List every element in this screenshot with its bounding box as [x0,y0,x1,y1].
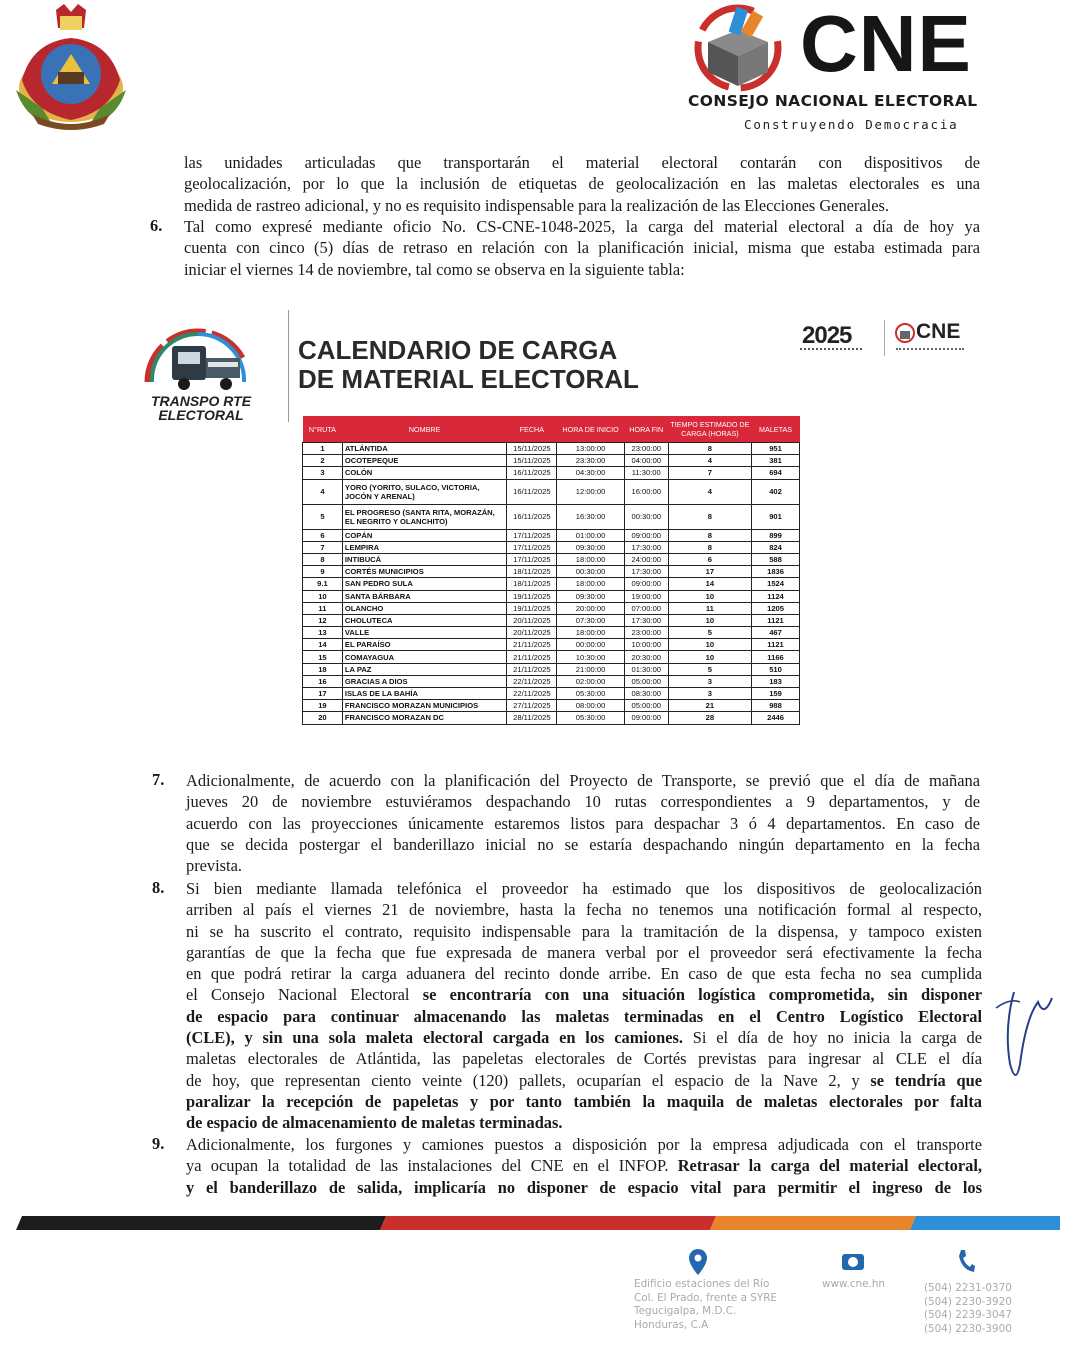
table-row [303,553,800,565]
table-cell: FRANCISCO MORAZAN DC [342,712,507,724]
table-cell: 18:00:00 [557,553,625,565]
table-cell: INTIBUCÁ [342,553,507,565]
table-cell: 20:30:00 [624,651,668,663]
table-cell: 3 [303,467,343,479]
table-cell: GRACIAS A DIOS [342,675,507,687]
logo-line: TRANSPO RTE [150,393,252,409]
table-cell: 3 [668,675,751,687]
table-cell: 09:00:00 [624,578,668,590]
footer-website[interactable]: www.cne.hn [822,1278,886,1290]
table-cell: 9.1 [303,578,343,590]
table-cell: 20:00:00 [557,602,625,614]
table-cell: 2446 [752,712,800,724]
table-cell: 7 [668,467,751,479]
table-cell: 15/11/2025 [507,455,557,467]
text-line: las unidades articuladas que transportarán el material electoral contarán con dispositivos de [184,153,980,172]
table-cell: 7 [303,541,343,553]
table-cell: 09:00:00 [624,712,668,724]
badge-divider [884,320,885,356]
phone-line: (504) 2230-3900 [924,1322,1012,1335]
table-cell: 00:30:00 [624,504,668,529]
table-cell: 16/11/2025 [507,467,557,479]
footer-phones [924,1282,1012,1336]
table-cell: 27/11/2025 [507,700,557,712]
text-run-bold: se tendría que [870,1070,982,1090]
table-cell: ATLÁNTIDA [342,443,507,455]
table-cell: 17 [303,688,343,700]
table-cell: 8 [668,504,751,529]
table-cell: 19/11/2025 [507,602,557,614]
table-cell: 22/11/2025 [507,688,557,700]
table-cell: 1124 [752,590,800,602]
stripe-segment [910,1216,1060,1230]
table-cell: 16 [303,675,343,687]
text-run: ya ocupan la totalidad de las instalaciones del CNE en el INFOP. [186,1156,678,1176]
table-cell: VALLE [342,627,507,639]
item-number: 9. [152,1134,165,1153]
text-line: Tal como expresé mediante oficio No. CS-CNE-1048-2025, la carga del material electoral a día de hoy ya [184,217,980,236]
table-cell: 11 [303,602,343,614]
phone-line: (504) 2230-3920 [924,1295,1012,1308]
cne-tagline: Construyendo Democracia [744,117,959,132]
table-cell: 17/11/2025 [507,553,557,565]
text-line [186,1091,982,1112]
title-line: CALENDARIO DE CARGA [298,335,618,365]
table-row [303,578,800,590]
text-line: maletas electorales de Atlántida, las papeletas electorales de Cortés previstas para ingresar al CLE el día [186,1049,982,1069]
cne-wordmark: CNE [800,0,972,88]
table-cell: OCOTEPEQUE [342,455,507,467]
table-cell: LEMPIRA [342,541,507,553]
table-cell: 402 [752,479,800,504]
table-cell: 824 [752,541,800,553]
table-cell: 17 [668,566,751,578]
phone-icon [956,1248,976,1274]
table-cell: 08:30:00 [624,688,668,700]
col-header: NOMBRE [342,416,507,443]
stripe-segment [380,1216,716,1230]
table-cell: 14 [668,578,751,590]
col-header: N°RUTA [303,416,343,443]
table-cell: CHOLUTECA [342,614,507,626]
table-cell: 901 [752,504,800,529]
elecciones-2025-badge [796,322,876,358]
badge-year: 2025 [802,322,852,349]
table-cell: 05:30:00 [557,712,625,724]
item-number: 8. [152,878,165,897]
table-cell: YORO (YORITO, SULACO, VICTORIA, JOCÓN Y ARENAL) [342,479,507,504]
text-line: Si bien mediante llamada telefónica el proveedor ha estimado que los dispositivos de geolocalización [186,879,982,898]
text-line [186,1112,982,1133]
paragraph-8 [186,878,982,1134]
table-cell: 183 [752,675,800,687]
address-line: Honduras, C.A [634,1318,709,1331]
table-row [303,688,800,700]
table-row [303,529,800,541]
table-row [303,651,800,663]
table-cell: 20/11/2025 [507,614,557,626]
paragraph-7 [186,770,980,876]
table-cell: COLÓN [342,467,507,479]
table-cell: 17/11/2025 [507,541,557,553]
table-row [303,639,800,651]
table-row [303,590,800,602]
table-cell: OLANCHO [342,602,507,614]
table-cell: 16/11/2025 [507,504,557,529]
text-line: en que podrá retirar la carga aduanera del recinto donde arribe. En caso de que esta fecha no sea cumplida [186,964,982,984]
table-cell: 19/11/2025 [507,590,557,602]
table-cell: 21/11/2025 [507,639,557,651]
table-cell: 8 [668,529,751,541]
table-cell: EL PARAÍSO [342,639,507,651]
table-cell: 5 [303,504,343,529]
table-cell: 1166 [752,651,800,663]
table-cell: 22/11/2025 [507,675,557,687]
text-line [186,1027,982,1048]
stripe-segment [710,1216,916,1230]
paragraph-9 [186,1134,982,1198]
table-cell: EL PROGRESO (SANTA RITA, MORAZÁN, EL NEGRITO Y OLANCHITO) [342,504,507,529]
table-cell: 899 [752,529,800,541]
text-line: prevista. [186,856,242,876]
text-run-bold: paralizar la recepción de papeletas y por tanto también la maquila de maletas electorales por falta [186,1091,982,1111]
table-cell: 13 [303,627,343,639]
table-cell: 2 [303,455,343,467]
divider [288,310,289,422]
table-row [303,663,800,675]
table-cell: 12 [303,614,343,626]
paragraph-6 [184,216,980,280]
table-cell: 13:00:00 [557,443,625,455]
badge-cne: CNE [916,320,961,343]
handwritten-signature [990,978,1060,1088]
table-cell: 17/11/2025 [507,529,557,541]
table-cell: 23:00:00 [624,443,668,455]
table-row [303,700,800,712]
text-line: geolocalización, por lo que la inclusión de etiquetas de geolocalización en las maletas electorales es una [184,174,980,194]
text-run: Si el día de hoy no inicia la carga de [682,1028,982,1048]
table-cell: 21/11/2025 [507,651,557,663]
logo-line: ELECTORAL [158,407,244,423]
table-cell: 6 [668,553,751,565]
table-cell: 18:00:00 [557,627,625,639]
col-header: MALETAS [752,416,800,443]
table-row [303,455,800,467]
table-cell: 8 [303,553,343,565]
footer-address [634,1278,777,1332]
table-cell: 951 [752,443,800,455]
table-cell: 21 [668,700,751,712]
table-cell: 988 [752,700,800,712]
truck-icon [138,312,258,402]
item-number: 7. [152,770,165,789]
table-cell: 11:30:00 [624,467,668,479]
table-cell: 16:30:00 [557,504,625,529]
table-cell: 18:00:00 [557,578,625,590]
ballot-box-icon [690,2,790,96]
paragraph-intro [184,152,980,216]
table-cell: 1836 [752,566,800,578]
table-header-row [303,416,800,443]
table-cell: 10 [303,590,343,602]
table-cell: 28/11/2025 [507,712,557,724]
table-cell: 01:30:00 [624,663,668,675]
table-cell: 14 [303,639,343,651]
table-cell: 9 [303,566,343,578]
table-cell: 18/11/2025 [507,566,557,578]
text-run-bold: se encontraría con una situación logística comprometida, sin disponer [422,985,982,1005]
table-cell: CORTÉS MUNICIPIOS [342,566,507,578]
loading-schedule-table [302,416,800,725]
table-cell: 8 [668,443,751,455]
text-run-bold: y el banderillazo de salida, implicaría no disponer de espacio vital para permitir el ingreso de los [186,1177,982,1197]
text-line [186,1155,982,1176]
table-cell: 20/11/2025 [507,627,557,639]
text-run-bold: (CLE), y sin una sola maleta electoral cargada en los camiones. [186,1028,683,1048]
figure-title [298,336,639,394]
table-row [303,541,800,553]
table-row [303,712,800,724]
table-row [303,467,800,479]
table-cell: 23:00:00 [624,627,668,639]
table-cell: 18/11/2025 [507,578,557,590]
table-cell: 4 [303,479,343,504]
table-cell: 21:00:00 [557,663,625,675]
table-cell: SAN PEDRO SULA [342,578,507,590]
table-row [303,614,800,626]
table-cell: 588 [752,553,800,565]
text-line: arriben al país el viernes 21 de noviembre, hasta la fecha no tenemos una notificación formal al respecto, [186,900,982,920]
table-row [303,627,800,639]
table-cell: 10:00:00 [624,639,668,651]
table-cell: 6 [303,529,343,541]
table-cell: 467 [752,627,800,639]
table-cell: 694 [752,467,800,479]
table-cell: FRANCISCO MORAZAN MUNICIPIOS [342,700,507,712]
table-cell: 02:00:00 [557,675,625,687]
table-cell: 10 [668,639,751,651]
table-cell: 09:30:00 [557,590,625,602]
table-cell: 16/11/2025 [507,479,557,504]
text-line: ni se ha suscrito el contrato, requisito indispensable para la tramitación de la dispensa, y tampoco existen [186,921,982,941]
col-header: TIEMPO ESTIMADO DE CARGA (HORAS) [668,416,751,443]
table-cell: COPÁN [342,529,507,541]
table-row [303,504,800,529]
table-row [303,479,800,504]
cne-logo [688,0,1018,140]
table-cell: COMAYAGUA [342,651,507,663]
table-cell: 5 [668,663,751,675]
text-line: medida de rastreo adicional, y no es requisito indispensable para la realización de las Elecciones Generales. [184,195,889,215]
table-cell: 20 [303,712,343,724]
ballot-box-icon [894,322,916,344]
text-line [186,984,982,1005]
table-cell: 17:30:00 [624,614,668,626]
table-row [303,443,800,455]
text-line: acuerdo con las proyecciones únicamente estaremos listos para despachar 3 ó 4 departamentos. En caso de [186,813,980,833]
table-cell: 12:00:00 [557,479,625,504]
address-line: Edificio estaciones del Río [634,1278,770,1290]
web-globe-icon [840,1252,866,1274]
table-cell: 11 [668,602,751,614]
table-cell: 1 [303,443,343,455]
text-line: cuenta con cinco (5) días de retraso en relación con la planificación inicial, misma que estaba estimada para [184,238,980,258]
table-cell: 17:30:00 [624,566,668,578]
phone-line: (504) 2239-3047 [924,1309,1012,1322]
text-line: iniciar el viernes 14 de noviembre, tal como se observa en la siguiente tabla: [184,259,685,279]
title-line: DE MATERIAL ELECTORAL [298,364,639,394]
table-cell: 3 [668,688,751,700]
table-cell: 00:30:00 [557,566,625,578]
col-header: HORA DE INICIO [557,416,625,443]
text-line: garantías de que la fecha que fue expresada de manera verbal por el proveedor será efectivamente la fecha [186,942,982,962]
table-cell: 1121 [752,614,800,626]
table-cell: LA PAZ [342,663,507,675]
table-cell: 04:30:00 [557,467,625,479]
col-header: HORA FIN [624,416,668,443]
cne-small-logo [894,322,978,358]
table-cell: 28 [668,712,751,724]
table-cell: 04:00:00 [624,455,668,467]
text-run: el Consejo Nacional Electoral [186,985,423,1005]
badge-underline [800,348,862,353]
table-cell: 09:30:00 [557,541,625,553]
footer-color-stripe [16,1216,1060,1230]
table-cell: 4 [668,479,751,504]
table-cell: 24:00:00 [624,553,668,565]
table-cell: 15 [303,651,343,663]
table-cell: 08:00:00 [557,700,625,712]
table-cell: 05:30:00 [557,688,625,700]
table-row [303,566,800,578]
phone-line: (504) 2231-0370 [924,1282,1012,1294]
table-cell: 1524 [752,578,800,590]
text-run-bold: de espacio de almacenamiento de maletas terminadas. [186,1113,563,1133]
table-cell: 19:00:00 [624,590,668,602]
table-cell: 07:00:00 [624,602,668,614]
table-cell: 00:00:00 [557,639,625,651]
table-cell: 23:30:00 [557,455,625,467]
table-cell: 8 [668,541,751,553]
text-line [186,1006,982,1027]
text-line [186,1177,982,1198]
table-cell: 15/11/2025 [507,443,557,455]
table-cell: 21/11/2025 [507,663,557,675]
table-cell: 07:30:00 [557,614,625,626]
text-line: que se decida postergar el banderillazo inicial no se estaría despachando ningún departamento en la fecha [186,834,980,854]
table-cell: 10:30:00 [557,651,625,663]
text-line: Adicionalmente, de acuerdo con la planificación del Proyecto de Transporte, se previó que el día de mañana [186,771,980,790]
table-cell: 09:00:00 [624,529,668,541]
table-cell: 01:00:00 [557,529,625,541]
stripe-segment [16,1216,386,1230]
text-run-bold: de espacio para continuar almacenando las maletas terminadas en el Centro Logístico Electoral [186,1006,982,1026]
badge-underline [896,348,964,352]
table-cell: 10 [668,651,751,663]
text-line: Adicionalmente, los furgones y camiones puestos a disposición por la empresa adjudicada con el transporte [186,1135,982,1154]
address-line: Tegucigalpa, M.D.C. [634,1305,737,1318]
address-line: Col. El Prado, frente a SYRE [634,1291,777,1304]
table-cell: 10 [668,590,751,602]
table-cell: 05:00:00 [624,675,668,687]
table-cell: 510 [752,663,800,675]
table-cell: 5 [668,627,751,639]
table-cell: 381 [752,455,800,467]
table-cell: 1205 [752,602,800,614]
table-cell: 19 [303,700,343,712]
text-line: jueves 20 de noviembre estuviéramos despachando 10 rutas correspondientes a 9 departamentos, y de [186,792,980,812]
table-cell: 1121 [752,639,800,651]
table-row [303,602,800,614]
text-run: de hoy, que representan ciento veinte (120) pallets, ocuparían el espacio de la Nave 2, y [186,1070,871,1090]
table-cell: 10 [668,614,751,626]
table-cell: 17:30:00 [624,541,668,553]
cne-full-name: CONSEJO NACIONAL ELECTORAL [688,92,978,110]
item-number: 6. [150,216,163,235]
table-cell: 159 [752,688,800,700]
text-line [186,1070,982,1091]
location-pin-icon [688,1248,708,1276]
col-header: FECHA [507,416,557,443]
table-cell: SANTA BÁRBARA [342,590,507,602]
table-cell: ISLAS DE LA BAHÍA [342,688,507,700]
text-run-bold: Retrasar la carga del material electoral, [677,1156,982,1176]
table-cell: 18 [303,663,343,675]
table-cell: 4 [668,455,751,467]
table-cell: 16:00:00 [624,479,668,504]
transporte-electoral-text [140,394,262,422]
table-row [303,675,800,687]
honduras-coat-of-arms [12,2,130,130]
table-cell: 05:00:00 [624,700,668,712]
